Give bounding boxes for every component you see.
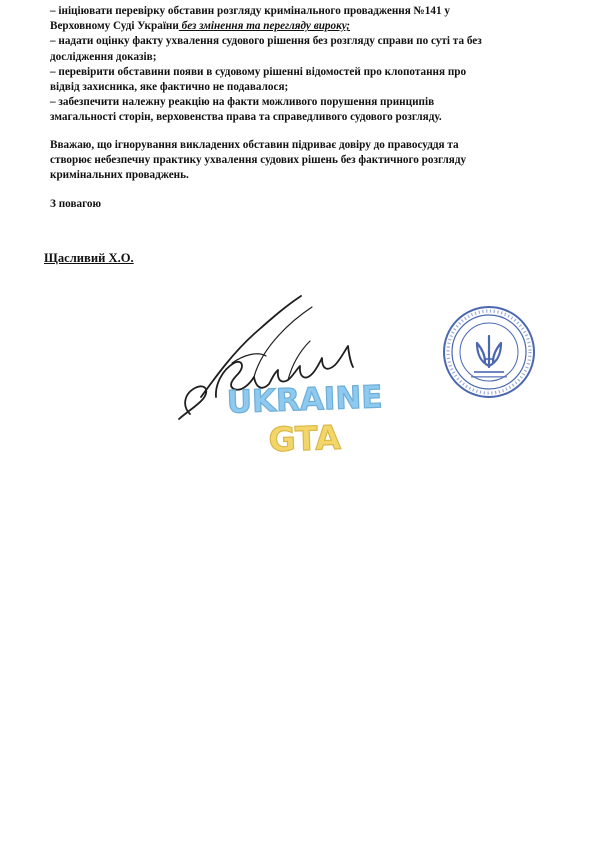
- watermark-ukraine-text: UKRAINE: [226, 379, 384, 421]
- paragraph-line-3: кримінальних проваджень.: [50, 169, 189, 182]
- signatory-name: Щасливий Х.О.: [44, 251, 134, 265]
- list-item-4-line-2: змагальності сторін, верховенства права та справедливого судового розгляду.: [50, 111, 442, 124]
- watermark-gta-text: GTA: [267, 417, 342, 460]
- list-item-2-line-2: дослідження доказів;: [50, 50, 157, 63]
- seal-bottom-text-mark: [474, 371, 504, 373]
- list-item-1-court-text: Верховному Суді України: [50, 20, 179, 33]
- paragraph-line-1: Вважаю, що ігнорування викладених обставин підриває довіру до правосуддя та: [50, 138, 459, 151]
- list-item-3-line-2: відвід захисника, яке фактично не подавалося;: [50, 81, 289, 94]
- seal-bottom-code-mark: [471, 376, 507, 378]
- paragraph-line-2: створює небезпечну практику ухвалення судових рішень без фактичного розгляду: [50, 153, 467, 166]
- official-seal: [440, 303, 538, 401]
- closing-gap: [50, 183, 550, 197]
- trident-icon: [477, 336, 501, 367]
- list-item-1-line-1: – ініціювати перевірку обставин розгляду кримінального провадження №141 у: [50, 5, 450, 17]
- request-text-block: [50, 4, 550, 212]
- list-item-2-line-1: – надати оцінку факту ухвалення судового рішення без розгляду справи по суті та без: [50, 35, 482, 48]
- closing-text: З повагою: [50, 198, 102, 211]
- list-item-1-underlined-text: без змінення та перегляду вироку;: [178, 20, 351, 33]
- watermark-logo: [220, 372, 390, 462]
- paragraph-gap: [50, 126, 550, 138]
- list-item-1-line-2: [50, 19, 550, 34]
- list-item-4-line-1: – забезпечити належну реакцію на факти можливого порушення принципів: [50, 96, 435, 109]
- list-item-3-line-1: – перевірити обставини появи в судовому рішенні відомостей про клопотання про: [50, 65, 467, 78]
